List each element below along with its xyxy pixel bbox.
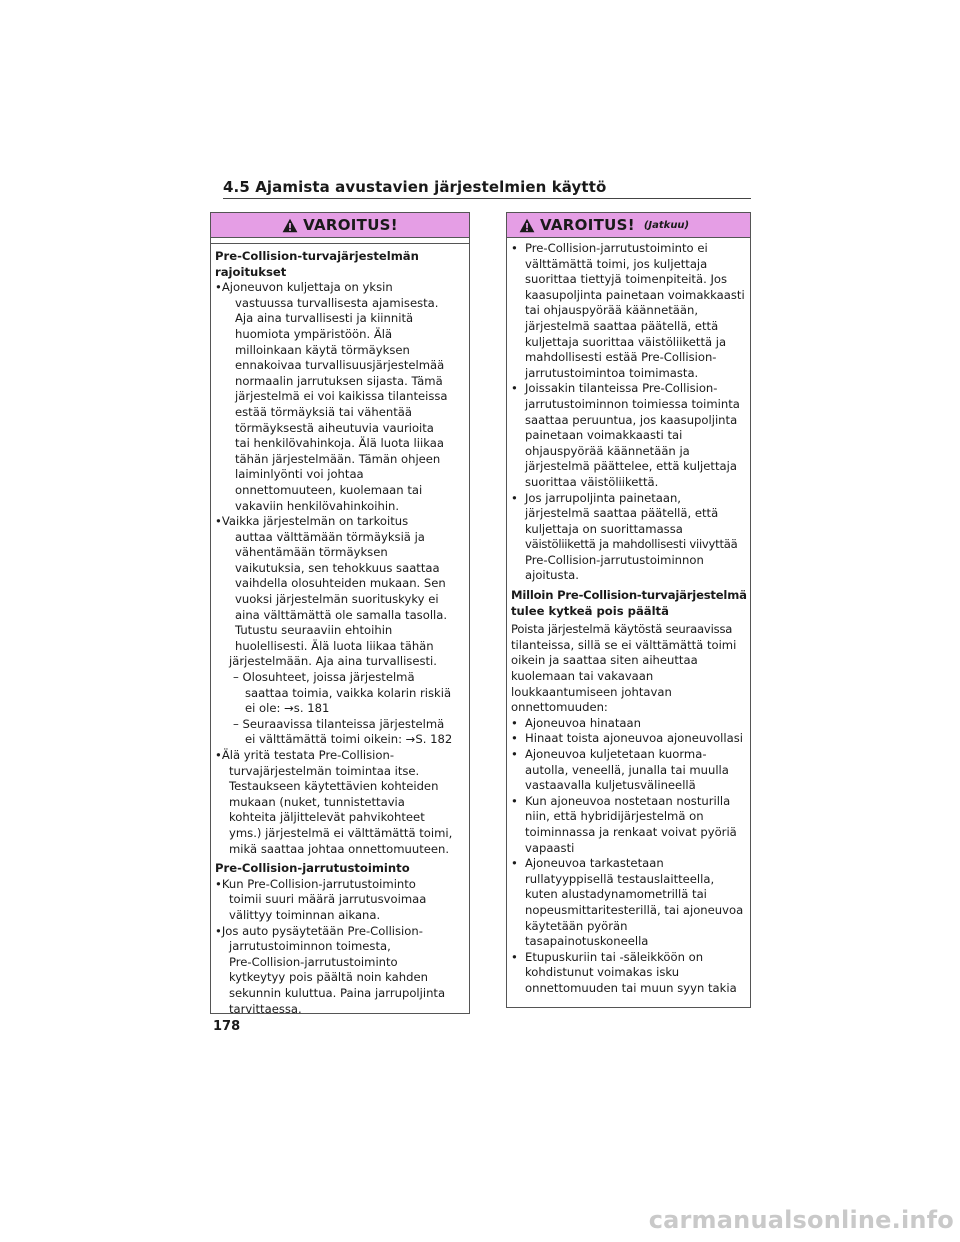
text-line: vastuussa turvallisesta ajamisesta. <box>235 295 439 310</box>
text-line: sekunnin kuluttua. Paina jarrupoljinta <box>229 985 446 1000</box>
bullet-first-line: •Jos auto pysäytetään Pre-Collision- <box>215 923 423 938</box>
heading-line: rajoitukset <box>215 264 287 279</box>
bullet-first-line: •Ajoneuvon kuljettaja on yksin <box>215 280 393 295</box>
text-line: jarrutustoiminnon toimiessa toiminta <box>525 396 740 411</box>
text-line: järjestelmä ei voi kaikissa tilanteissa <box>235 389 448 404</box>
list-item: • Ajoneuvoa hinataan <box>511 715 641 730</box>
bullet-first-line: • Etupuskuriin tai -säleikköön on <box>511 949 704 964</box>
text-line: onnettomuuden tai muun syyn takia <box>525 980 737 995</box>
text-line: Poista järjestelmä käytöstä seuraavissa <box>511 622 733 637</box>
text-line: normaalin jarrutuksen sijasta. Tämä <box>235 373 443 388</box>
text-line: törmäyksestä aiheutuvia vaurioita <box>235 420 434 435</box>
warning-box-left <box>210 212 470 1014</box>
heading-line: tulee kytkeä pois päältä <box>511 603 669 618</box>
text-line: huolellisesti. Älä luota liikaa tähän <box>235 638 434 653</box>
text-line: onnettomuuden: <box>511 700 608 715</box>
bullet-item <box>511 241 748 381</box>
dash-item <box>215 670 463 717</box>
heading-limitations <box>215 249 463 280</box>
text-line: – Seuraavissa tilanteissa järjestelmä <box>233 716 445 731</box>
text-line: turvajärjestelmän toimintaa itse. <box>229 763 420 778</box>
continued-label: (Jatkuu) <box>643 219 690 231</box>
bullet-first-line: • Kun ajoneuvoa nostetaan nosturilla <box>511 793 731 808</box>
text-line: kuten alustadynamometrillä tai <box>525 887 707 902</box>
text-line: rullatyyppisellä testauslaitteella, <box>525 871 715 886</box>
bullet-first-line: • Jos jarrupoljinta painetaan, <box>511 490 681 505</box>
text-line: suorittaa tiettyjä toimenpiteitä. Jos <box>525 272 728 287</box>
list-item <box>511 794 748 856</box>
text-line: Etupuskuriin tai -säleikköön on <box>525 949 704 964</box>
text-line: Aja aina turvallisesti ja kiinnitä <box>235 311 414 326</box>
warning-triangle-icon <box>519 218 535 233</box>
title-rule <box>223 198 751 199</box>
text-line: loukkaantumiseen johtavan <box>511 684 672 699</box>
text-line: painetaan voimakkaasti tai <box>525 428 683 443</box>
bullet-item <box>511 381 748 490</box>
text-line: tarvittaessa. <box>229 1001 302 1016</box>
dash-item <box>215 717 463 748</box>
text-line: suorittaa väistöliikettä. <box>525 474 659 489</box>
text-line: toimii suuri määrä jarrutusvoimaa <box>229 892 427 907</box>
text-line: kohdistunut voimakas isku <box>525 965 680 980</box>
bullet-first-line: • Ajoneuvoa kuljetetaan kuorma- <box>511 747 707 761</box>
text-line: Ajoneuvoa hinataan <box>525 715 641 730</box>
section-title: 4.5 Ajamista avustavien järjestelmien käyttö <box>223 178 607 196</box>
text-line: vähentämään törmäyksen <box>235 545 388 560</box>
text-line: ajoitusta. <box>525 568 579 583</box>
text-line: Jos jarrupoljinta painetaan, <box>525 490 681 505</box>
text-line: järjestelmä saattaa päätellä, että <box>525 506 719 521</box>
text-line: tai henkilövahinkoja. Älä luota liikaa <box>235 436 444 451</box>
text-line: vastaavalla kuljetusvälineellä <box>525 778 696 793</box>
paragraph <box>511 622 748 716</box>
warning-label: VAROITUS! <box>540 216 635 234</box>
text-line: Pre-Collision-jarrutustoiminnon <box>525 552 704 567</box>
text-line: mikä saattaa johtaa onnettomuuteen. <box>229 841 450 856</box>
warning-box-right <box>506 212 751 1008</box>
text-line: onnettomuuteen, kuolemaan tai <box>235 482 423 497</box>
text-line: ohjauspyörää käännetään ja <box>525 443 690 458</box>
list-item <box>511 856 748 950</box>
text-line: milloinkaan käytä törmäyksen <box>235 342 410 357</box>
text-line: vaikutuksia, sen tehokkuus saattaa <box>235 560 440 575</box>
list-item: • Hinaat toista ajoneuvoa ajoneuvollasi <box>511 731 743 746</box>
bullet-item <box>215 514 463 670</box>
text-line: välttämättä toimi, jos kuljettaja <box>525 256 708 271</box>
text-line: Ajoneuvoa tarkastetaan <box>525 856 664 871</box>
text-line: Kun Pre-Collision-jarrutustoiminto <box>221 876 416 891</box>
text-line: järjestelmä päättelee, että kuljettaja <box>525 459 737 474</box>
text-line: aina välttämättä ole samalla tasolla. <box>235 607 448 622</box>
text-line: kuljettaja suorittaa väistöliikettä ja <box>525 334 727 349</box>
text-line: nopeusmittaritesterillä, tai ajoneuvoa <box>525 902 744 917</box>
text-line: mahdollisesti estää Pre-Collision- <box>525 350 717 365</box>
warning-header <box>507 213 750 238</box>
text-line: Joissakin tilanteissa Pre-Collision- <box>525 381 718 396</box>
bullet-item <box>215 280 463 514</box>
text-line: huomiota ympäristöön. Älä <box>235 326 393 341</box>
text-line: järjestelmään. Aja aina turvallisesti. <box>229 654 437 669</box>
text-line: Älä yritä testata Pre-Collision- <box>221 748 395 762</box>
bullet-item <box>215 924 463 1018</box>
heading-line: Milloin Pre-Collision-turvajärjestelmä <box>511 588 747 603</box>
text-line: auttaa välttämään törmäyksiä ja <box>235 529 425 544</box>
bullet-item <box>511 491 748 585</box>
text-line: yms.) järjestelmä ei välttämättä toimi, <box>229 825 453 840</box>
bullet-first-line: • Joissakin tilanteissa Pre-Collision- <box>511 381 718 396</box>
page-reference-link[interactable]: ei ole: →s. 181 <box>245 701 330 716</box>
warning-label: VAROITUS! <box>303 216 398 234</box>
text-line: vakaviin henkilövahinkoihin. <box>235 498 400 513</box>
text-line: kuolemaan tai vakavaan <box>511 669 654 684</box>
text-line: oikein ja saattaa siten aiheuttaa <box>511 653 698 668</box>
heading-line: Pre-Collision-turvajärjestelmän <box>215 249 419 263</box>
text-line: väistöliikettä ja mahdollisesti viivyttää <box>525 537 738 552</box>
bullet-first-line: •Älä yritä testata Pre-Collision- <box>215 748 395 762</box>
text-line: Pre-Collision-jarrutustoiminto ei <box>525 241 708 255</box>
text-line: saattaa peruuntua, jos kaasupoljinta <box>525 412 738 427</box>
text-line: jarrutustoimintoa toimimasta. <box>525 365 699 380</box>
warning-header <box>211 213 469 238</box>
watermark: carmanualsonline.info <box>648 1206 954 1234</box>
text-line: tasapainotuskoneella <box>525 934 649 949</box>
text-line: Kun ajoneuvoa nostetaan nosturilla <box>525 793 731 808</box>
text-line: vuoksi järjestelmän suorituskyky ei <box>235 592 439 607</box>
text-line: estää törmäyksiä tai vähentää <box>235 404 412 419</box>
text-line: kaasupoljinta painetaan voimakkaasti <box>525 287 745 302</box>
text-line: autolla, veneellä, junalla tai muulla <box>525 762 729 777</box>
text-line: ennakoivaa turvallisuusjärjestelmää <box>235 358 445 373</box>
text-line: Ajoneuvon kuljettaja on yksin <box>221 280 393 295</box>
warning-content-left <box>211 244 469 1017</box>
text-line: laiminlyönti voi johtaa <box>235 467 364 482</box>
text-line: Tutustu seuraaviin ehtoihin <box>235 623 393 638</box>
bullet-first-line: •Vaikka järjestelmän on tarkoitus <box>215 514 409 529</box>
text-line: välittyy toiminnan aikana. <box>229 907 381 922</box>
list-item <box>511 950 748 997</box>
text-line: kuljettaja on suorittamassa <box>525 521 683 536</box>
text-line: vaihdella olosuhteiden mukaan. Sen <box>235 576 446 591</box>
text-line: tilanteissa, sillä se ei välttämättä toimi <box>511 637 737 652</box>
text-line: tähän järjestelmään. Tämän ohjeen <box>235 451 441 466</box>
heading-when-to-disable <box>511 588 748 619</box>
text-line: vapaasti <box>525 840 575 855</box>
text-line: Jos auto pysäytetään Pre-Collision- <box>221 923 423 938</box>
text-line: Ajoneuvoa kuljetetaan kuorma- <box>525 747 707 761</box>
text-line: jarrutustoiminnon toimesta, <box>229 939 391 954</box>
text-line: Vaikka järjestelmän on tarkoitus <box>221 514 409 529</box>
heading-brake-function: Pre-Collision-jarrutustoiminto <box>215 861 410 876</box>
text-line: Hinaat toista ajoneuvoa ajoneuvollasi <box>525 731 743 746</box>
text-line: toiminnassa ja renkaat voivat pyöriä <box>525 824 737 839</box>
bullet-item <box>215 748 463 857</box>
text-line: – Olosuhteet, joissa järjestelmä <box>233 670 415 685</box>
text-line: kohteita jäljittelevät pahvikohteet <box>229 810 425 825</box>
text-line: mukaan (nuket, tunnistettavia <box>229 794 405 809</box>
warning-content-right <box>507 238 750 997</box>
text-line: tai ohjauspyörää käännetään, <box>525 303 699 318</box>
text-line: Pre-Collision-jarrutustoiminto <box>229 954 398 969</box>
text-line: käytetään pyörän <box>525 918 628 933</box>
bullet-first-line: • Ajoneuvoa tarkastetaan <box>511 856 664 871</box>
bullet-first-line: •Kun Pre-Collision-jarrutustoiminto <box>215 876 416 891</box>
warning-triangle-icon <box>282 218 298 233</box>
text-line: saattaa toimia, vaikka kolarin riskiä <box>245 685 452 700</box>
list-item <box>511 747 748 794</box>
text-line: niin, että hybridijärjestelmä on <box>525 809 704 824</box>
bullet-item <box>215 877 463 924</box>
page-number: 178 <box>213 1019 241 1034</box>
text-line: järjestelmä saattaa päätellä, että <box>525 318 719 333</box>
bullet-first-line: • Pre-Collision-jarrutustoiminto ei <box>511 241 708 255</box>
page-reference-link[interactable]: ei välttämättä toimi oikein: →S. 182 <box>245 732 453 747</box>
text-line: Testaukseen käytettävien kohteiden <box>229 779 439 794</box>
text-line: kytkeytyy pois päältä noin kahden <box>229 970 428 985</box>
